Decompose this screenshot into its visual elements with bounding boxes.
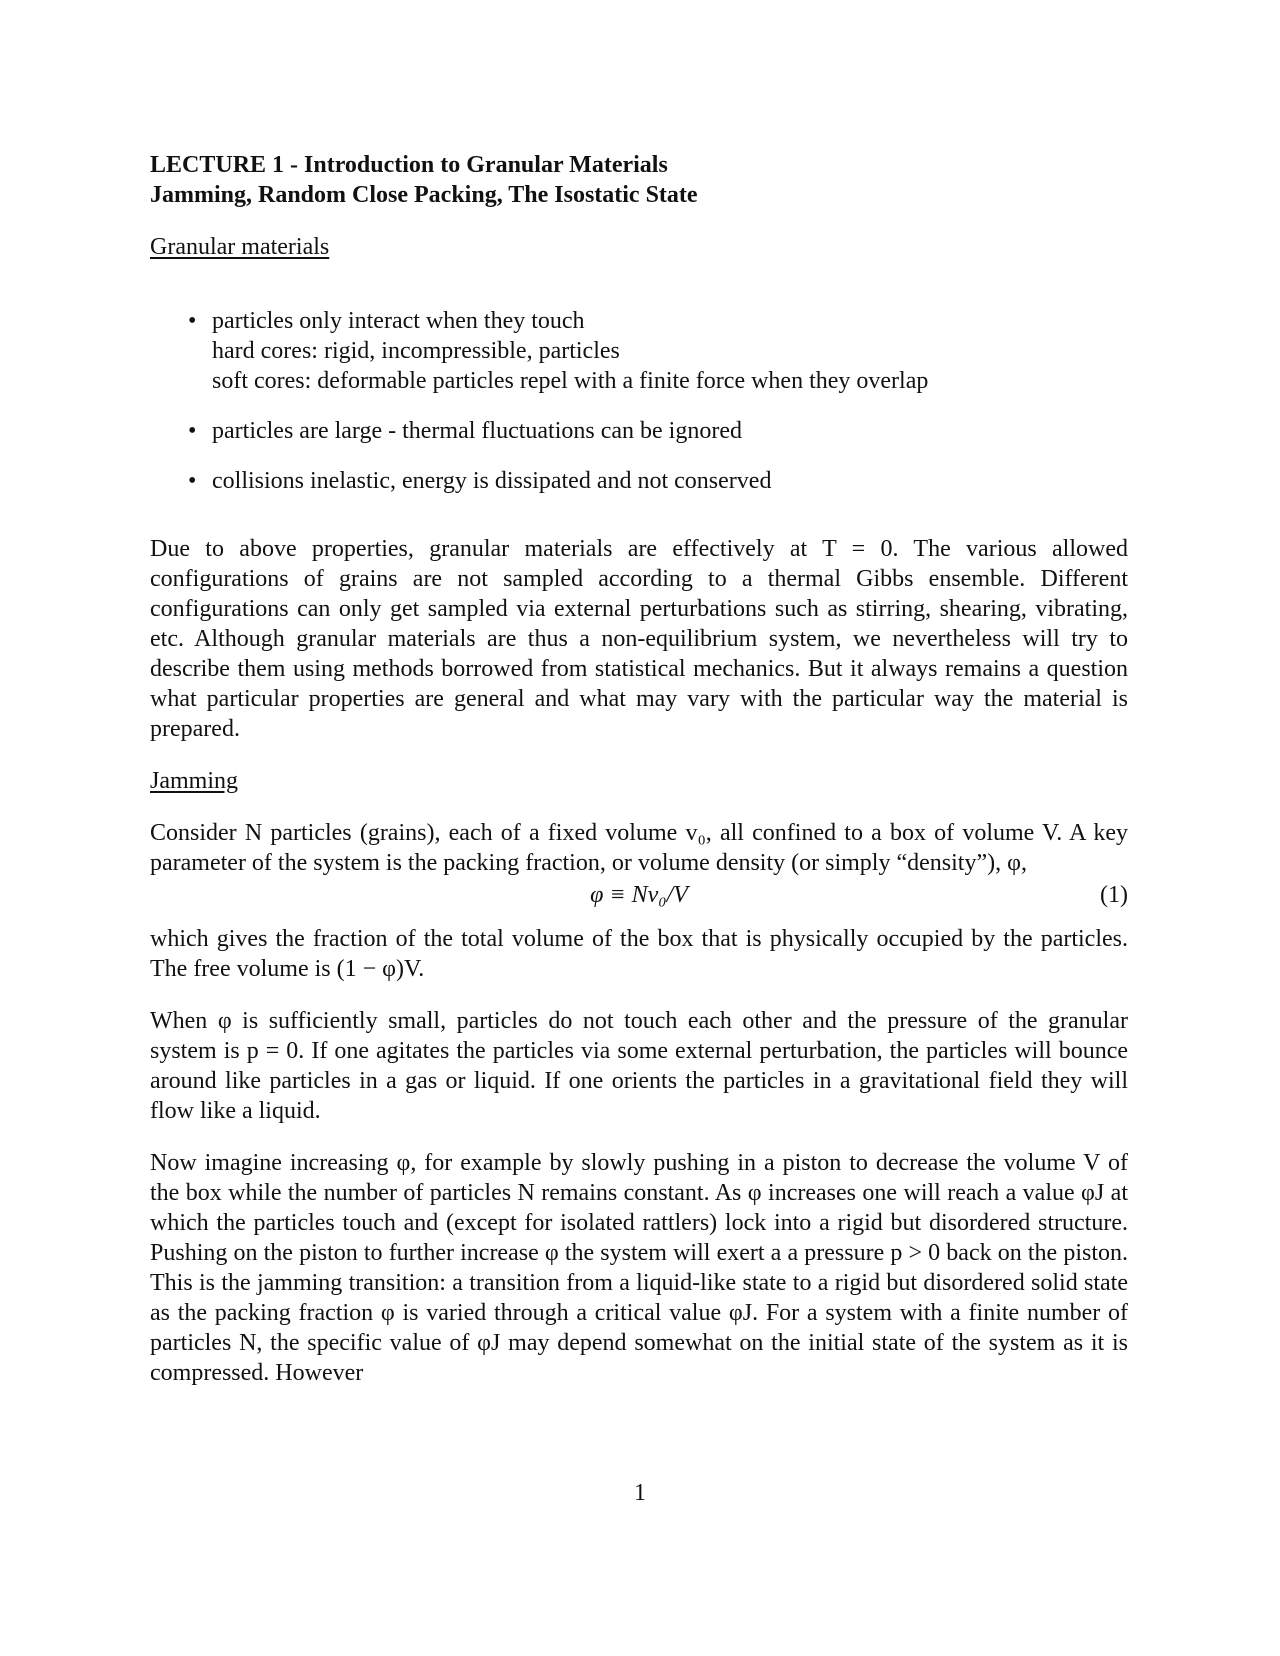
title-line-1: LECTURE 1 - Introduction to Granular Materials bbox=[150, 152, 668, 178]
bullet-icon: • bbox=[188, 418, 197, 444]
bullet-line: particles are large - thermal fluctuations can be ignored bbox=[212, 418, 742, 444]
section-heading-jamming: Jamming bbox=[150, 768, 238, 794]
list-item bbox=[188, 466, 1128, 496]
title-line-2: Jamming, Random Close Packing, The Isostatic State bbox=[150, 182, 698, 208]
lecture-title bbox=[150, 150, 1128, 210]
section-heading-granular: Granular materials bbox=[150, 234, 330, 260]
bullet-line: soft cores: deformable particles repel with a finite force when they overlap bbox=[212, 368, 929, 394]
property-list bbox=[150, 306, 1128, 496]
bullet-line: particles only interact when they touch bbox=[212, 308, 585, 334]
document-page bbox=[150, 150, 1128, 1388]
equation-text: φ ≡ Nv₀/V bbox=[590, 882, 688, 908]
paragraph-consider: Consider N particles (grains), each of a fixed volume v₀, all confined to a box of volume V. A key parameter of the system is the packing fraction, or volume density (or simply “density”), φ, bbox=[150, 820, 1128, 876]
paragraph-which: which gives the fraction of the total volume of the box that is physically occupied by the particles. The free volume is (1 − φ)V. bbox=[150, 926, 1128, 982]
page-number: 1 bbox=[634, 1480, 646, 1506]
paragraph-now: Now imagine increasing φ, for example by slowly pushing in a piston to decrease the volume V of the box while the number of particles N remains constant. As φ increases one will reach a value φJ at which the particles touch and (except for isolated rattlers) lock into a rigid but disordered structure. Pushing on the piston to further increase φ the system will exert a a pressure p > 0 back on the piston. This is the jamming transition: a transition from a liquid-like state to a rigid but disordered solid state as the packing fraction φ is varied through a critical value φJ. For a system with a finite number of particles N, the specific value of φJ may depend somewhat on the initial state of the system as it is compressed. However bbox=[150, 1150, 1128, 1386]
paragraph-when: When φ is sufficiently small, particles do not touch each other and the pressure of the granular system is p = 0. If one agitates the particles via some external perturbation, the particles will bounce around like particles in a gas or liquid. If one orients the particles in a gravitational field they will flow like a liquid. bbox=[150, 1008, 1128, 1124]
equation-1 bbox=[150, 880, 1128, 910]
bullet-line: collisions inelastic, energy is dissipated and not conserved bbox=[212, 468, 772, 494]
equation-number: (1) bbox=[1100, 882, 1128, 908]
bullet-line: hard cores: rigid, incompressible, particles bbox=[212, 338, 620, 364]
paragraph-properties: Due to above properties, granular materials are effectively at T = 0. The various allowed configurations of grains are not sampled according to a thermal Gibbs ensemble. Different configurations can only get sampled via external perturbations such as stirring, shearing, vibrating, etc. Although granular materials are thus a non-equilibrium system, we nevertheless will try to describe them using methods borrowed from statistical mechanics. But it always remains a question what particular properties are general and what may vary with the particular way the material is prepared. bbox=[150, 536, 1128, 742]
list-item bbox=[188, 416, 1128, 446]
bullet-icon: • bbox=[188, 468, 197, 494]
bullet-icon: • bbox=[188, 308, 197, 334]
list-item bbox=[188, 306, 1128, 396]
